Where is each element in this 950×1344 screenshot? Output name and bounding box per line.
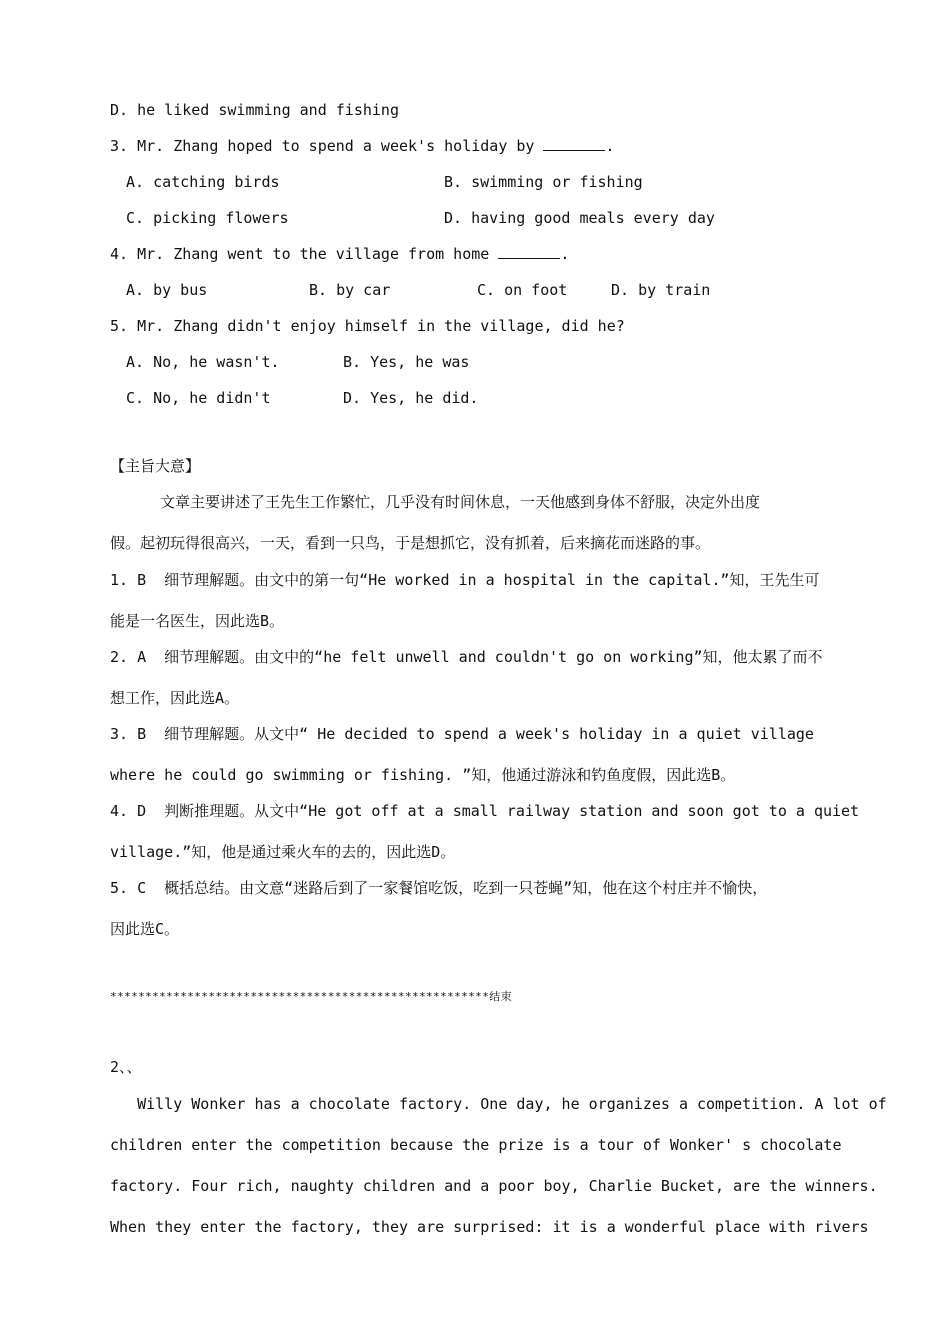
- question-5-option-c: C. No, he didn't: [126, 389, 271, 407]
- end-divider: ******************************************************结束: [110, 990, 513, 1003]
- question-4-stem: 4. Mr. Zhang went to the village from home .: [110, 245, 570, 263]
- analysis-summary-line-2: 假。起初玩得很高兴，一天，看到一只鸟，于是想抓它，没有抓着，后来摘花而迷路的事。: [110, 534, 711, 552]
- answer-2-line-2: 想工作，因此选A。: [110, 689, 240, 707]
- question-2-option-d: D. he liked swimming and fishing: [110, 101, 399, 119]
- answer-4-line-1: 4. D 判断推理题。从文中“He got off at a small railway station and soon got to a quiet: [110, 802, 860, 820]
- question-4-option-b: B. by car: [309, 281, 391, 299]
- answer-3-line-1: 3. B 细节理解题。从文中“ He decided to spend a week's holiday in a quiet village: [110, 725, 814, 743]
- section-2-number: 2、、: [110, 1058, 142, 1076]
- question-4-option-c: C. on foot: [477, 281, 568, 299]
- analysis-heading: 【主旨大意】: [110, 457, 201, 475]
- question-3-option-c: C. picking flowers: [126, 209, 289, 227]
- question-4-option-d: D. by train: [611, 281, 711, 299]
- answer-blank: [543, 136, 605, 151]
- answer-5-line-2: 因此选C。: [110, 920, 180, 938]
- question-4-option-a: A. by bus: [126, 281, 208, 299]
- passage-line: Willy Wonker has a chocolate factory. One day, he organizes a competition. A lot of: [110, 1095, 887, 1113]
- answer-1-line-2: 能是一名医生，因此选B。: [110, 612, 285, 630]
- answer-1-line-1: 1. B 细节理解题。由文中的第一句“He worked in a hospital in the capital.”知，王先生可: [110, 571, 820, 589]
- question-3-stem: 3. Mr. Zhang hoped to spend a week's holiday by .: [110, 137, 615, 155]
- question-3-option-d: D. having good meals every day: [444, 209, 715, 227]
- question-5-option-b: B. Yes, he was: [343, 353, 470, 371]
- passage-line: factory. Four rich, naughty children and a poor boy, Charlie Bucket, are the winners.: [110, 1177, 878, 1195]
- question-3-option-b: B. swimming or fishing: [444, 173, 643, 191]
- analysis-summary-line-1: 文章主要讲述了王先生工作繁忙，几乎没有时间休息，一天他感到身体不舒服，决定外出度: [160, 493, 761, 511]
- question-3-option-a: A. catching birds: [126, 173, 280, 191]
- answer-4-line-2: village.”知，他是通过乘火车的去的，因此选D。: [110, 843, 456, 861]
- question-5-option-d: D. Yes, he did.: [343, 389, 479, 407]
- passage-line: When they enter the factory, they are surprised: it is a wonderful place with rivers: [110, 1218, 869, 1236]
- answer-3-line-2: where he could go swimming or fishing. ”知，他通过游泳和钓鱼度假，因此选B。: [110, 766, 736, 784]
- question-5-stem: 5. Mr. Zhang didn't enjoy himself in the village, did he?: [110, 317, 625, 335]
- question-5-option-a: A. No, he wasn't.: [126, 353, 280, 371]
- answer-blank: [498, 244, 560, 259]
- passage-line: children enter the competition because the prize is a tour of Wonker' s chocolate: [110, 1136, 842, 1154]
- answer-2-line-1: 2. A 细节理解题。由文中的“he felt unwell and couldn't go on working”知，他太累了而不: [110, 648, 823, 666]
- answer-5-line-1: 5. C 概括总结。由文意“迷路后到了一家餐馆吃饭，吃到一只苍蝇”知，他在这个村庄并不愉快，: [110, 879, 768, 897]
